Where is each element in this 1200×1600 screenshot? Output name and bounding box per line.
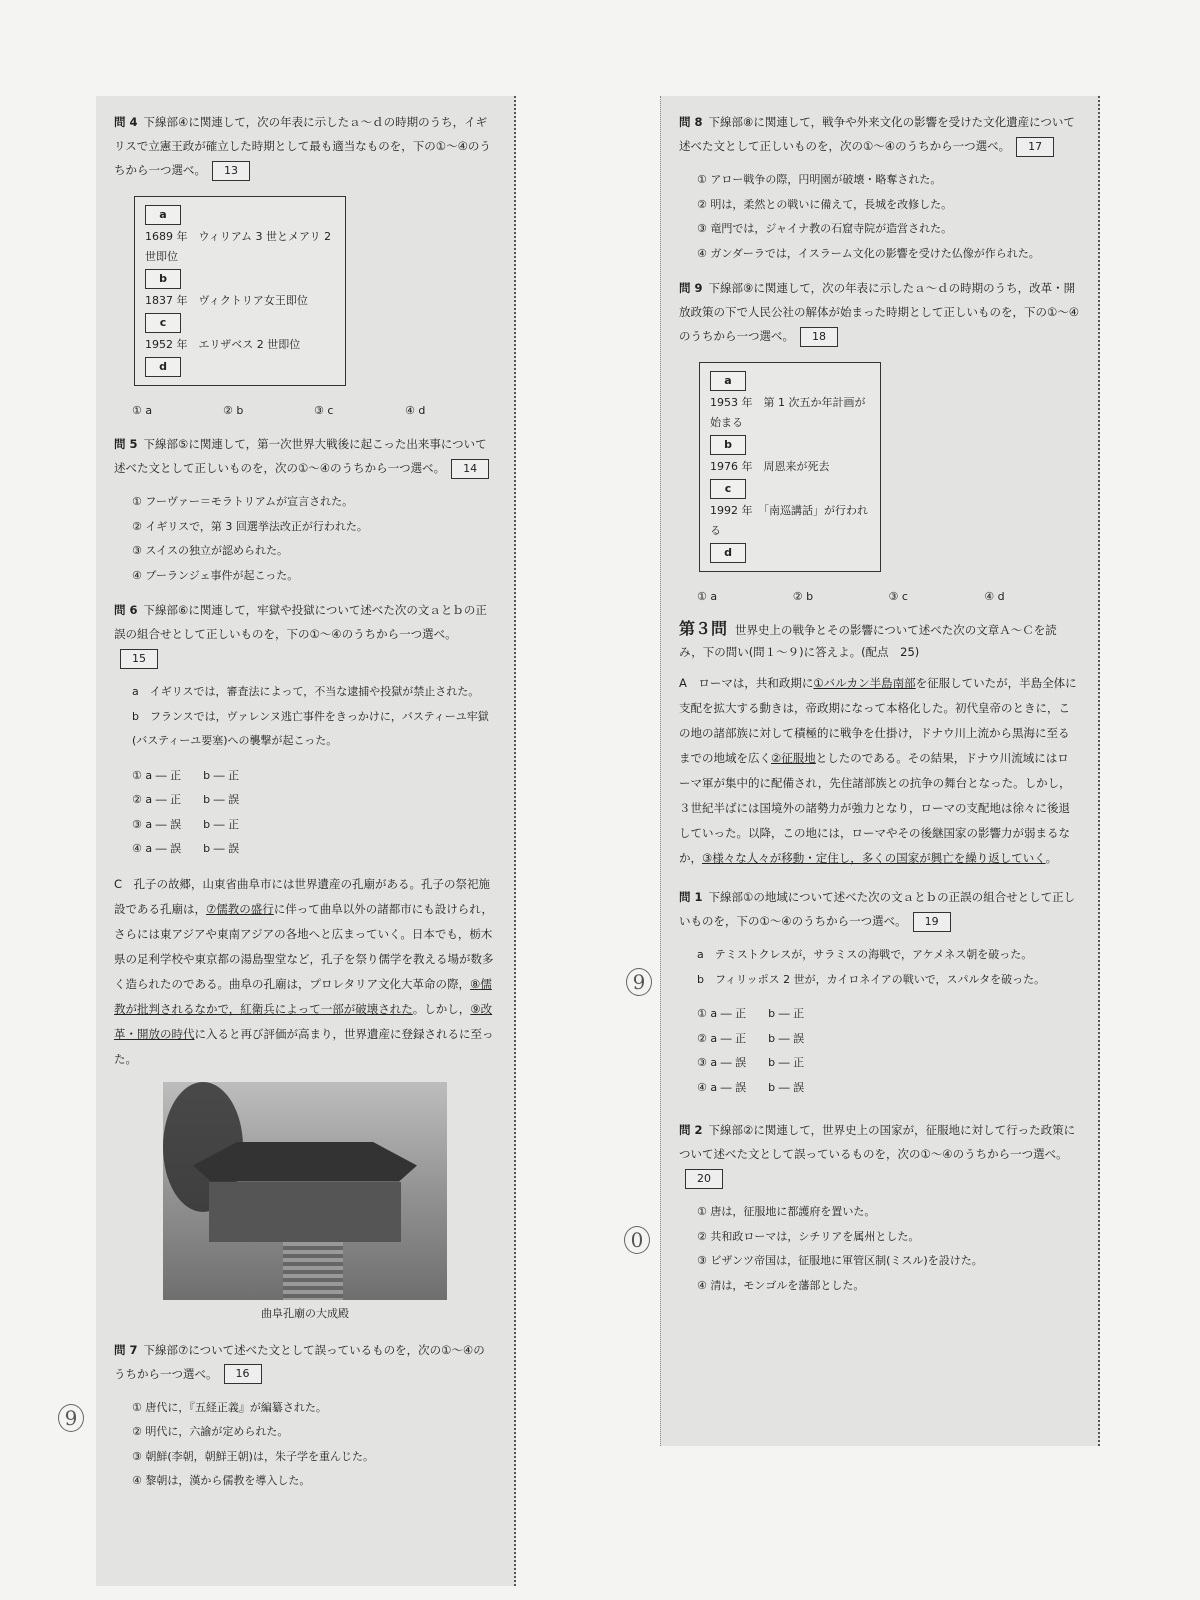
statement: a イギリスでは，審査法によって，不当な逮捕や投獄が禁止された。 — [132, 685, 480, 698]
option[interactable]: ② 明は，柔然との戦いに備えて，長城を改修した。 — [697, 197, 953, 211]
photo-caption: 曲阜孔廟の大成殿 — [261, 1306, 349, 1320]
option[interactable]: ④ ブーランジェ事件が起こった。 — [132, 568, 299, 582]
section-3-heading: 第３問 世界史上の戦争とその影響について述べた次の文章Ａ～Ｃを読み，下の問い(問１～９)に答えよ。(配点 25) — [679, 619, 1057, 659]
question-9: 問 9 下線部⑨に関連して，次の年表に示したａ～ｄの時期のうち，改革・開放政策の下で人民公社の解体が始まった時期として正しいものを，下の①～④のうちから一つ選べ。 18 — [679, 276, 1080, 348]
option[interactable]: ③ ビザンツ帝国は，征服地に軍管区制(ミスル)を設けた。 — [697, 1254, 983, 1267]
option[interactable]: ④ a ― 誤 b ― 誤 — [697, 1080, 805, 1094]
right-column — [660, 96, 1100, 1446]
answer-box-14[interactable]: 14 — [451, 459, 489, 479]
underline-7: ⑦儒教の盛行 — [206, 901, 274, 916]
option[interactable]: ④ 清は，モンゴルを藩部とした。 — [697, 1278, 865, 1292]
question-8: 問 8 下線部⑧に関連して，戦争や外来文化の影響を受けた文化遺産について述べた文として正しいものを，次の①～④のうちから一つ選べ。 17 — [679, 110, 1080, 158]
answer-box-16[interactable]: 16 — [224, 1364, 262, 1384]
choice[interactable]: ④ d — [405, 404, 426, 417]
options-q8 — [697, 168, 1080, 266]
option[interactable]: ③ 朝鮮(李朝，朝鮮王朝)は，朱子学を重んじた。 — [132, 1449, 374, 1463]
answer-box-17[interactable]: 17 — [1016, 137, 1054, 157]
question-2: 問 2 下線部②に関連して，世界史上の国家が，征服地に対して行った政策について述べた文として誤っているものを，次の①～④のうちから一つ選べ。20 — [679, 1118, 1080, 1190]
choice[interactable]: ① a — [697, 590, 718, 603]
options-q2 — [697, 1200, 1080, 1298]
question-4: 問 4 下線部④に関連して，次の年表に示したａ～ｄの時期のうち，イギリスで立憲王政が確立した時期として最も適当なものを，下の①～④のうちから一つ選べ。 13 — [114, 110, 496, 182]
timeline-q4: a 1689 年 ウィリアム 3 世とメアリ 2 世即位 b 1837 年 ヴィクトリア女王即位 c 1952 年 エリザベス 2 世即位 d — [134, 196, 346, 386]
answer-box-20[interactable]: 20 — [685, 1169, 723, 1189]
underline-3: ③様々な人々が移動・定住し，多くの国家が興亡を繰り返していく — [702, 851, 1046, 865]
option[interactable]: ① アロー戦争の際，円明園が破壊・略奪された。 — [697, 173, 942, 186]
option[interactable]: ① a ― 正 b ― 正 — [132, 768, 240, 782]
option[interactable]: ① フーヴァー＝モラトリアムが宣言された。 — [132, 495, 354, 508]
underline-1: ①バルカン半島南部 — [813, 676, 916, 690]
option[interactable]: ③ a ― 誤 b ― 正 — [697, 1056, 805, 1069]
option[interactable]: ① 唐代に，『五経正義』が編纂された。 — [132, 1400, 327, 1414]
option[interactable]: ② イギリスで，第 3 回選挙法改正が行われた。 — [132, 519, 368, 533]
statement: b フランスでは，ヴァレンヌ逃亡事件をきっかけに，バスティーユ牢獄(バスティーユ要塞)への襲撃が起こった。 — [132, 709, 489, 747]
underline-9: ⑨改革・開放の時代 — [114, 1001, 493, 1041]
option[interactable]: ④ 黎朝は，漢から儒教を導入した。 — [132, 1474, 311, 1487]
handwritten-mark: 0 — [624, 1226, 650, 1254]
answer-box-13[interactable]: 13 — [212, 161, 250, 181]
option[interactable]: ① a ― 正 b ― 正 — [697, 1007, 805, 1020]
statements-q1 — [697, 943, 1080, 992]
option[interactable]: ① 唐は，征服地に都護府を置いた。 — [697, 1205, 876, 1218]
answer-box-18[interactable]: 18 — [800, 327, 838, 347]
choice[interactable]: ① a — [132, 404, 153, 417]
underline-2: ②征服地 — [771, 751, 816, 765]
options-q7 — [132, 1396, 496, 1494]
option[interactable]: ② 明代に，六諭が定められた。 — [132, 1425, 289, 1438]
answer-box-19[interactable]: 19 — [913, 912, 951, 932]
handwritten-mark: 9 — [58, 1404, 84, 1432]
left-column — [96, 96, 516, 1586]
statement: a テミストクレスが，サラミスの海戦で，アケメネス朝を破った。 — [697, 948, 1033, 961]
statements-q6 — [132, 680, 496, 754]
choice[interactable]: ③ c — [314, 404, 334, 417]
photo-dachengdian — [163, 1082, 447, 1300]
choices-q9 — [697, 586, 1080, 608]
option[interactable]: ② 共和政ローマは，シチリアを属州とした。 — [697, 1229, 920, 1243]
option[interactable]: ③ スイスの独立が認められた。 — [132, 544, 289, 557]
choice[interactable]: ② b — [792, 590, 814, 603]
option[interactable]: ③ a ― 誤 b ― 正 — [132, 817, 240, 831]
question-1: 問 1 下線部①の地域について述べた次の文ａとｂの正誤の組合せとして正しいものを，下の①～④のうちから一つ選べ。 19 — [679, 885, 1080, 933]
statement: b フィリッポス 2 世が，カイロネイアの戦いで，スパルタを破った。 — [697, 972, 1046, 986]
options-q1 — [697, 1002, 1080, 1100]
option[interactable]: ④ a ― 誤 b ― 誤 — [132, 842, 240, 855]
underline-8: ⑧儒教が批判されるなかで，紅衛兵によって一部が破壊された — [114, 976, 492, 1016]
question-6: 問 6 下線部⑥に関連して，牢獄や投獄について述べた次の文ａとｂの正誤の組合せとして正しいものを，下の①～④のうちから一つ選べ。15 — [114, 598, 496, 670]
choice[interactable]: ③ c — [888, 590, 908, 603]
timeline-q9: a 1953 年 第 1 次五か年計画が始まる b 1976 年 周恩来が死去 c 1992 年 「南巡講話」が行われる d — [699, 362, 881, 572]
passage-c: C 孔子の故郷，山東省曲阜市には世界遺産の孔廟がある。孔子の祭祀施設である孔廟は，⑦儒教の盛行に伴って曲阜以外の諸都市にも設けられ，さらには東アジアや東南アジアの各地へと広まっていく。日本でも，栃木県の足利学校や東京都の湯島聖堂など，孔子を祭り儒学を教える場が数多く造られたのである。曲阜の孔廟は，プロレタリア文化大革命の際，⑧儒教が批判されるなかで，紅衛兵によって一部が破壊された。しかし，⑨改革・開放の時代に入ると再び評価が高まり，世界遺産に登録されるに至った。 — [114, 876, 494, 1066]
option[interactable]: ② a ― 正 b ― 誤 — [697, 1031, 805, 1045]
options-q5 — [132, 490, 496, 588]
handwritten-mark: 9 — [626, 968, 652, 996]
passage-a: A ローマは，共和政期に①バルカン半島南部を征服していたが，半島全体に支配を拡大する動きは，帝政期になって本格化した。初代皇帝のときに，この地の諸部族に対して積極的に戦争を仕掛け，ドナウ川上流から黒海に至るまでの地域を広く②征服地としたのである。その結果，ドナウ川流域にはローマ軍が集中的に配備され，先住諸部族との抗争の舞台となった。しかし，３世紀半ばには国境外の諸勢力が強力となり，ローマの支配地は徐々に後退していった。以降，この地には，ローマやその後継国家の影響力が弱まるなか，③様々な人々が移動・定住し，多くの国家が興亡を繰り返していく。 — [679, 676, 1077, 865]
options-q6 — [132, 764, 496, 862]
question-5: 問 5 下線部⑤に関連して，第一次世界大戦後に起こった出来事について述べた文として正しいものを，次の①～④のうちから一つ選べ。 14 — [114, 432, 496, 480]
option[interactable]: ③ 竜門では，ジャイナ教の石窟寺院が造営された。 — [697, 222, 953, 235]
choices-q4 — [132, 400, 496, 422]
choice[interactable]: ④ d — [984, 590, 1005, 603]
choice[interactable]: ② b — [223, 404, 244, 417]
option[interactable]: ② a ― 正 b ― 誤 — [132, 793, 240, 806]
option[interactable]: ④ ガンダーラでは，イスラーム文化の影響を受けた仏像が作られた。 — [697, 246, 1040, 260]
answer-box-15[interactable]: 15 — [120, 649, 158, 669]
question-7: 問 7 下線部⑦について述べた文として誤っているものを，次の①～④のうちから一つ選べ。 16 — [114, 1338, 496, 1386]
